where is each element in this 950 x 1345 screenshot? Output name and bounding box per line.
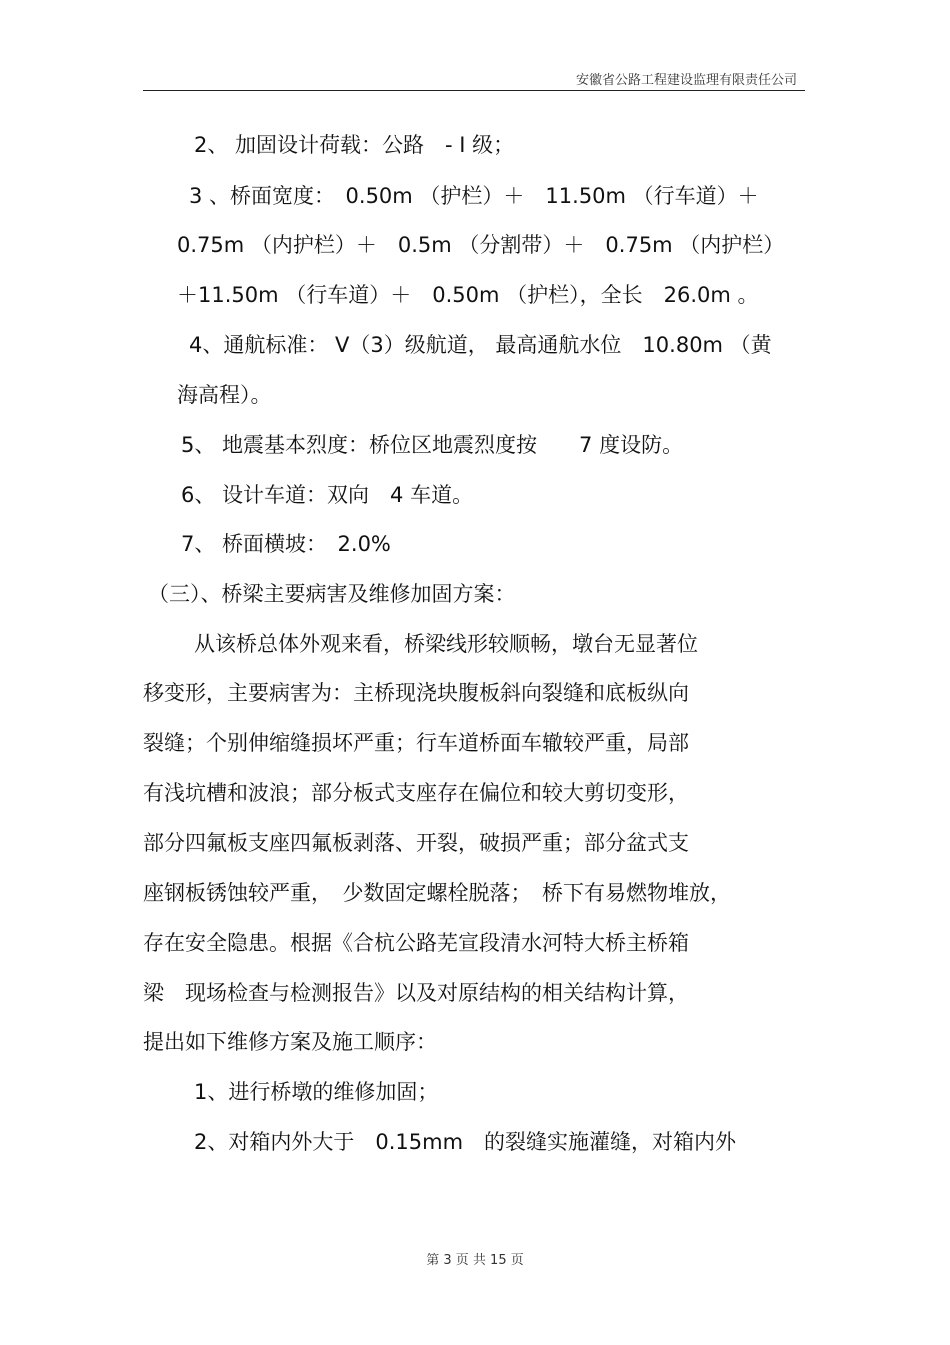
text-line: 7、 桥面横坡： 2.0% xyxy=(181,532,391,556)
text-line: 部分四氟板支座四氟板剥落、开裂，破损严重；部分盆式支 xyxy=(143,831,689,855)
text-line: 4、通航标准： V（3）级航道， 最高通航水位 10.80m （黄 xyxy=(189,333,772,357)
text-line: 海高程）。 xyxy=(177,383,272,407)
text-line: 3 、桥面宽度： 0.50m （护栏）＋ 11.50m （行车道）＋ xyxy=(189,184,759,208)
text-line: 2、对箱内外大于 0.15mm 的裂缝实施灌缝，对箱内外 xyxy=(194,1130,737,1154)
text-line: 有浅坑槽和波浪；部分板式支座存在偏位和较大剪切变形， xyxy=(143,781,689,805)
text-line: 移变形，主要病害为：主桥现浇块腹板斜向裂缝和底板纵向 xyxy=(143,681,689,705)
text-line: 从该桥总体外观来看，桥梁线形较顺畅，墩台无显著位 xyxy=(194,632,698,656)
text-line: 存在安全隐患。根据《合杭公路芜宣段清水河特大桥主桥箱 xyxy=(143,931,689,955)
page-header xyxy=(143,66,805,91)
header-company: 安徽省公路工程建设监理有限责任公司 xyxy=(575,73,797,88)
text-line: ＋11.50m （行车道）＋ 0.50m （护栏），全长 26.0m 。 xyxy=(177,283,759,307)
section-heading: （三）、桥梁主要病害及维修加固方案： xyxy=(148,582,516,606)
text-line: 5、 地震基本烈度：桥位区地震烈度按 7 度设防。 xyxy=(181,433,684,457)
page-number: 第 3 页 共 15 页 xyxy=(426,1253,524,1268)
text-line: 1、进行桥墩的维修加固； xyxy=(194,1080,439,1104)
text-line: 座钢板锈蚀较严重， 少数固定螺栓脱落； 桥下有易燃物堆放， xyxy=(143,881,731,905)
text-line: 梁 现场检查与检测报告》以及对原结构的相关结构计算， xyxy=(143,981,689,1005)
text-line: 提出如下维修方案及施工顺序： xyxy=(143,1030,437,1054)
text-line: 裂缝；个别伸缩缝损坏严重；行车道桥面车辙较严重，局部 xyxy=(143,731,689,755)
text-line: 6、 设计车道：双向 4 车道。 xyxy=(181,483,474,507)
text-line: 2、 加固设计荷载：公路 - I 级； xyxy=(194,133,515,157)
text-line: 0.75m （内护栏）＋ 0.5m （分割带）＋ 0.75m （内护栏） xyxy=(177,233,785,257)
